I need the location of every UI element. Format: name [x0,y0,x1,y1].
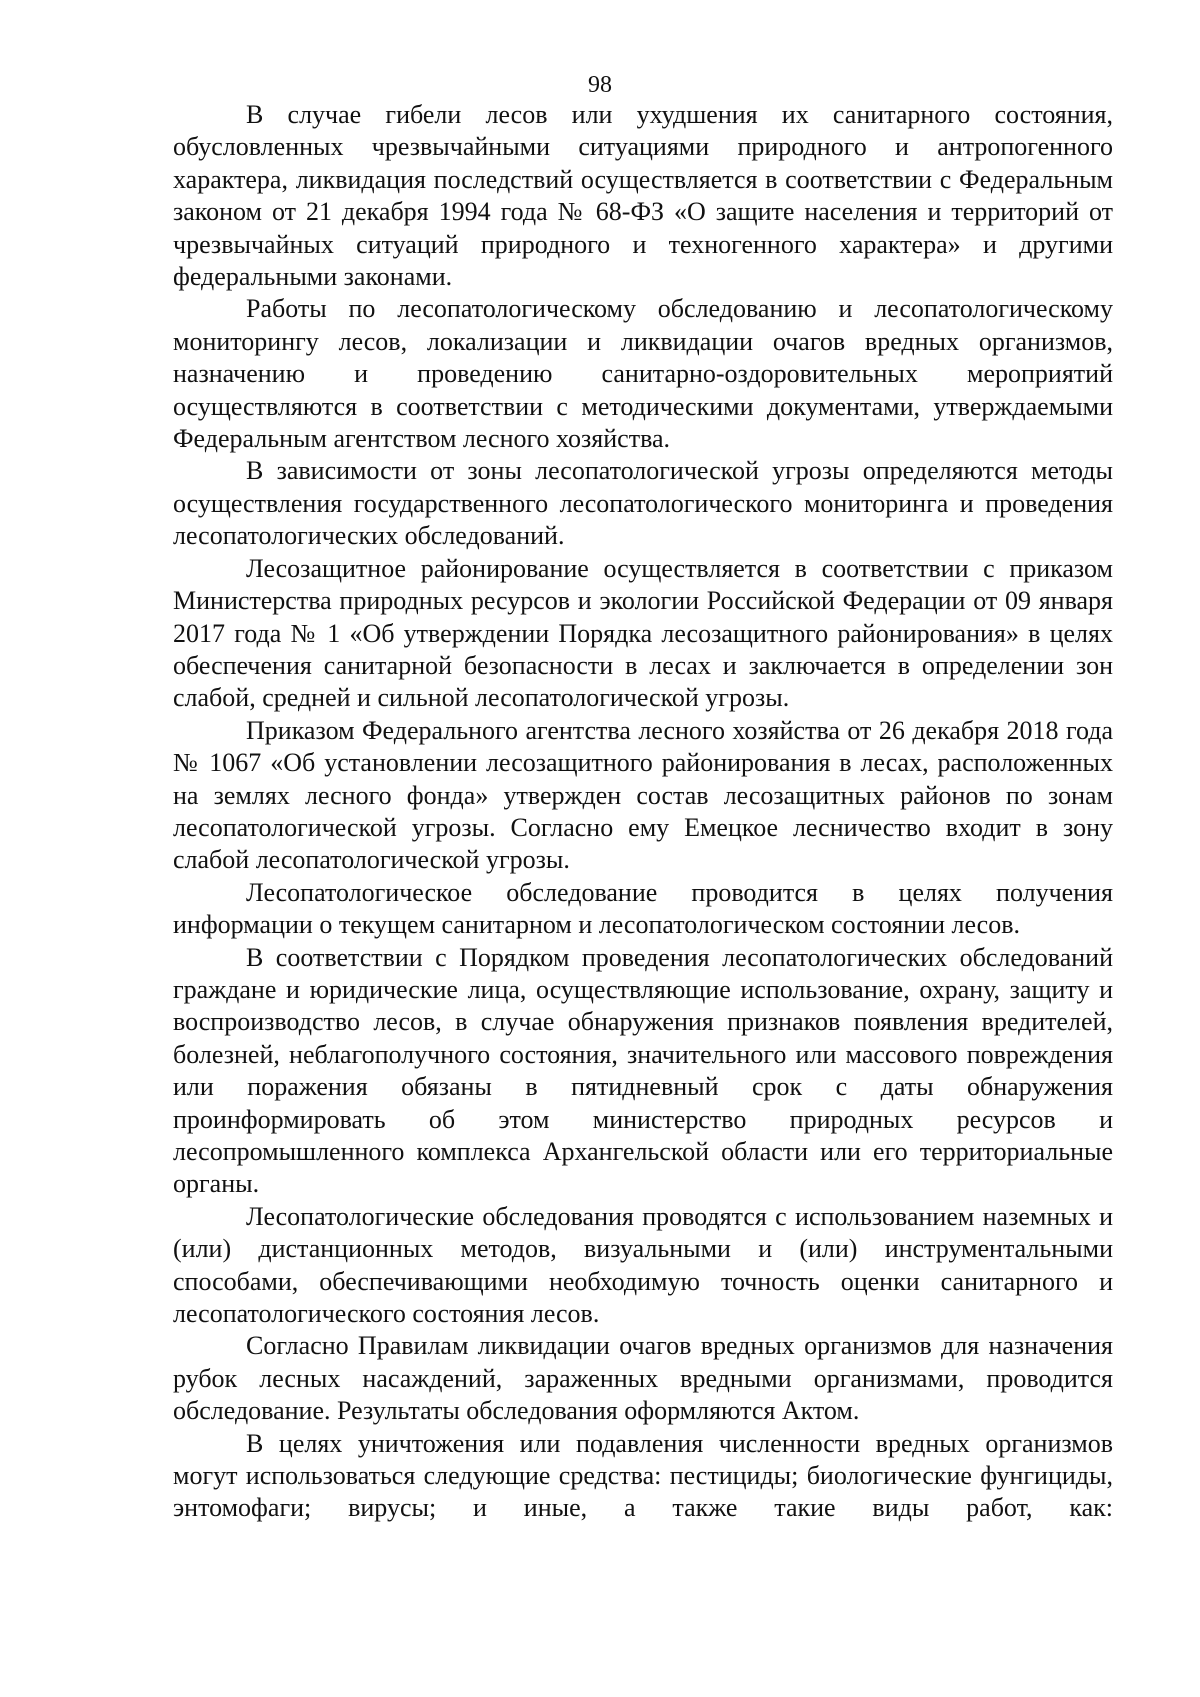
paragraph-6: Лесопатологическое обследование проводится в целях получения информации о текущем санитарном и лесопатологическом состоянии лесов. [173,877,1113,940]
paragraph-10: В целях уничтожения или подавления численности вредных организмов могут использоваться следующие средства: пестициды; биологические фунгициды, энтомофаги; вирусы; и иные, а также такие виды работ, как: [173,1428,1113,1523]
paragraph-1: В случае гибели лесов или ухудшения их санитарного состояния, обусловленных чрезвычайными ситуациями природного и антропогенного характера, ликвидация последствий осуществляется в соответствии с Федеральным законом от 21 декабря 1994 года № 68-ФЗ «О защите населения и территорий от чрезвычайных ситуаций природного и техногенного характера» и другими федеральными законами. [173,100,1113,292]
paragraph-7: В соответствии с Порядком проведения лесопатологических обследований граждане и юридические лица, осуществляющие использование, охрану, защиту и воспроизводство лесов, в случае обнаружения признаков появления вредителей, болезней, неблагополучного состояния, значительного или массового повреждения или поражения обязаны в пятидневный срок с даты обнаружения проинформировать об этом министерство природных ресурсов и лесопромышленного комплекса Архангельской области или его территориальные органы. [173,942,1113,1199]
paragraph-5: Приказом Федерального агентства лесного хозяйства от 26 декабря 2018 года № 1067 «Об установлении лесозащитного районирования в лесах, расположенных на землях лесного фонда» утвержден состав лесозащитных районов по зонам лесопатологической угрозы. Согласно ему Емецкое лесничество входит в зону слабой лесопатологической угрозы. [173,715,1113,875]
paragraph-3: В зависимости от зоны лесопатологической угрозы определяются методы осуществления государственного лесопатологического мониторинга и проведения лесопатологических обследований. [173,456,1113,551]
paragraph-2: Работы по лесопатологическому обследованию и лесопатологическому мониторингу лесов, локализации и ликвидации очагов вредных организмов, назначению и проведению санитарно-оздоровительных мероприятий осуществляются в соответствии с методическими документами, утверждаемыми Федеральным агентством лесного хозяйства. [173,294,1113,454]
page-number: 98 [588,72,612,98]
paragraph-9: Согласно Правилам ликвидации очагов вредных организмов для назначения рубок лесных насаждений, зараженных вредными организмами, проводится обследование. Результаты обследования оформляются Актом. [173,1331,1113,1426]
paragraph-4: Лесозащитное районирование осуществляется в соответствии с приказом Министерства природных ресурсов и экологии Российской Федерации от 09 января 2017 года № 1 «Об утверждении Порядка лесозащитного районирования» в целях обеспечения санитарной безопасности в лесах и заключается в определении зон слабой, средней и сильной лесопатологической угрозы. [173,553,1113,713]
body-text [173,99,1113,1525]
paragraph-8: Лесопатологические обследования проводятся с использованием наземных и (или) дистанционных методов, визуальными и (или) инструментальными способами, обеспечивающими необходимую точность оценки санитарного и лесопатологического состояния лесов. [173,1201,1113,1329]
